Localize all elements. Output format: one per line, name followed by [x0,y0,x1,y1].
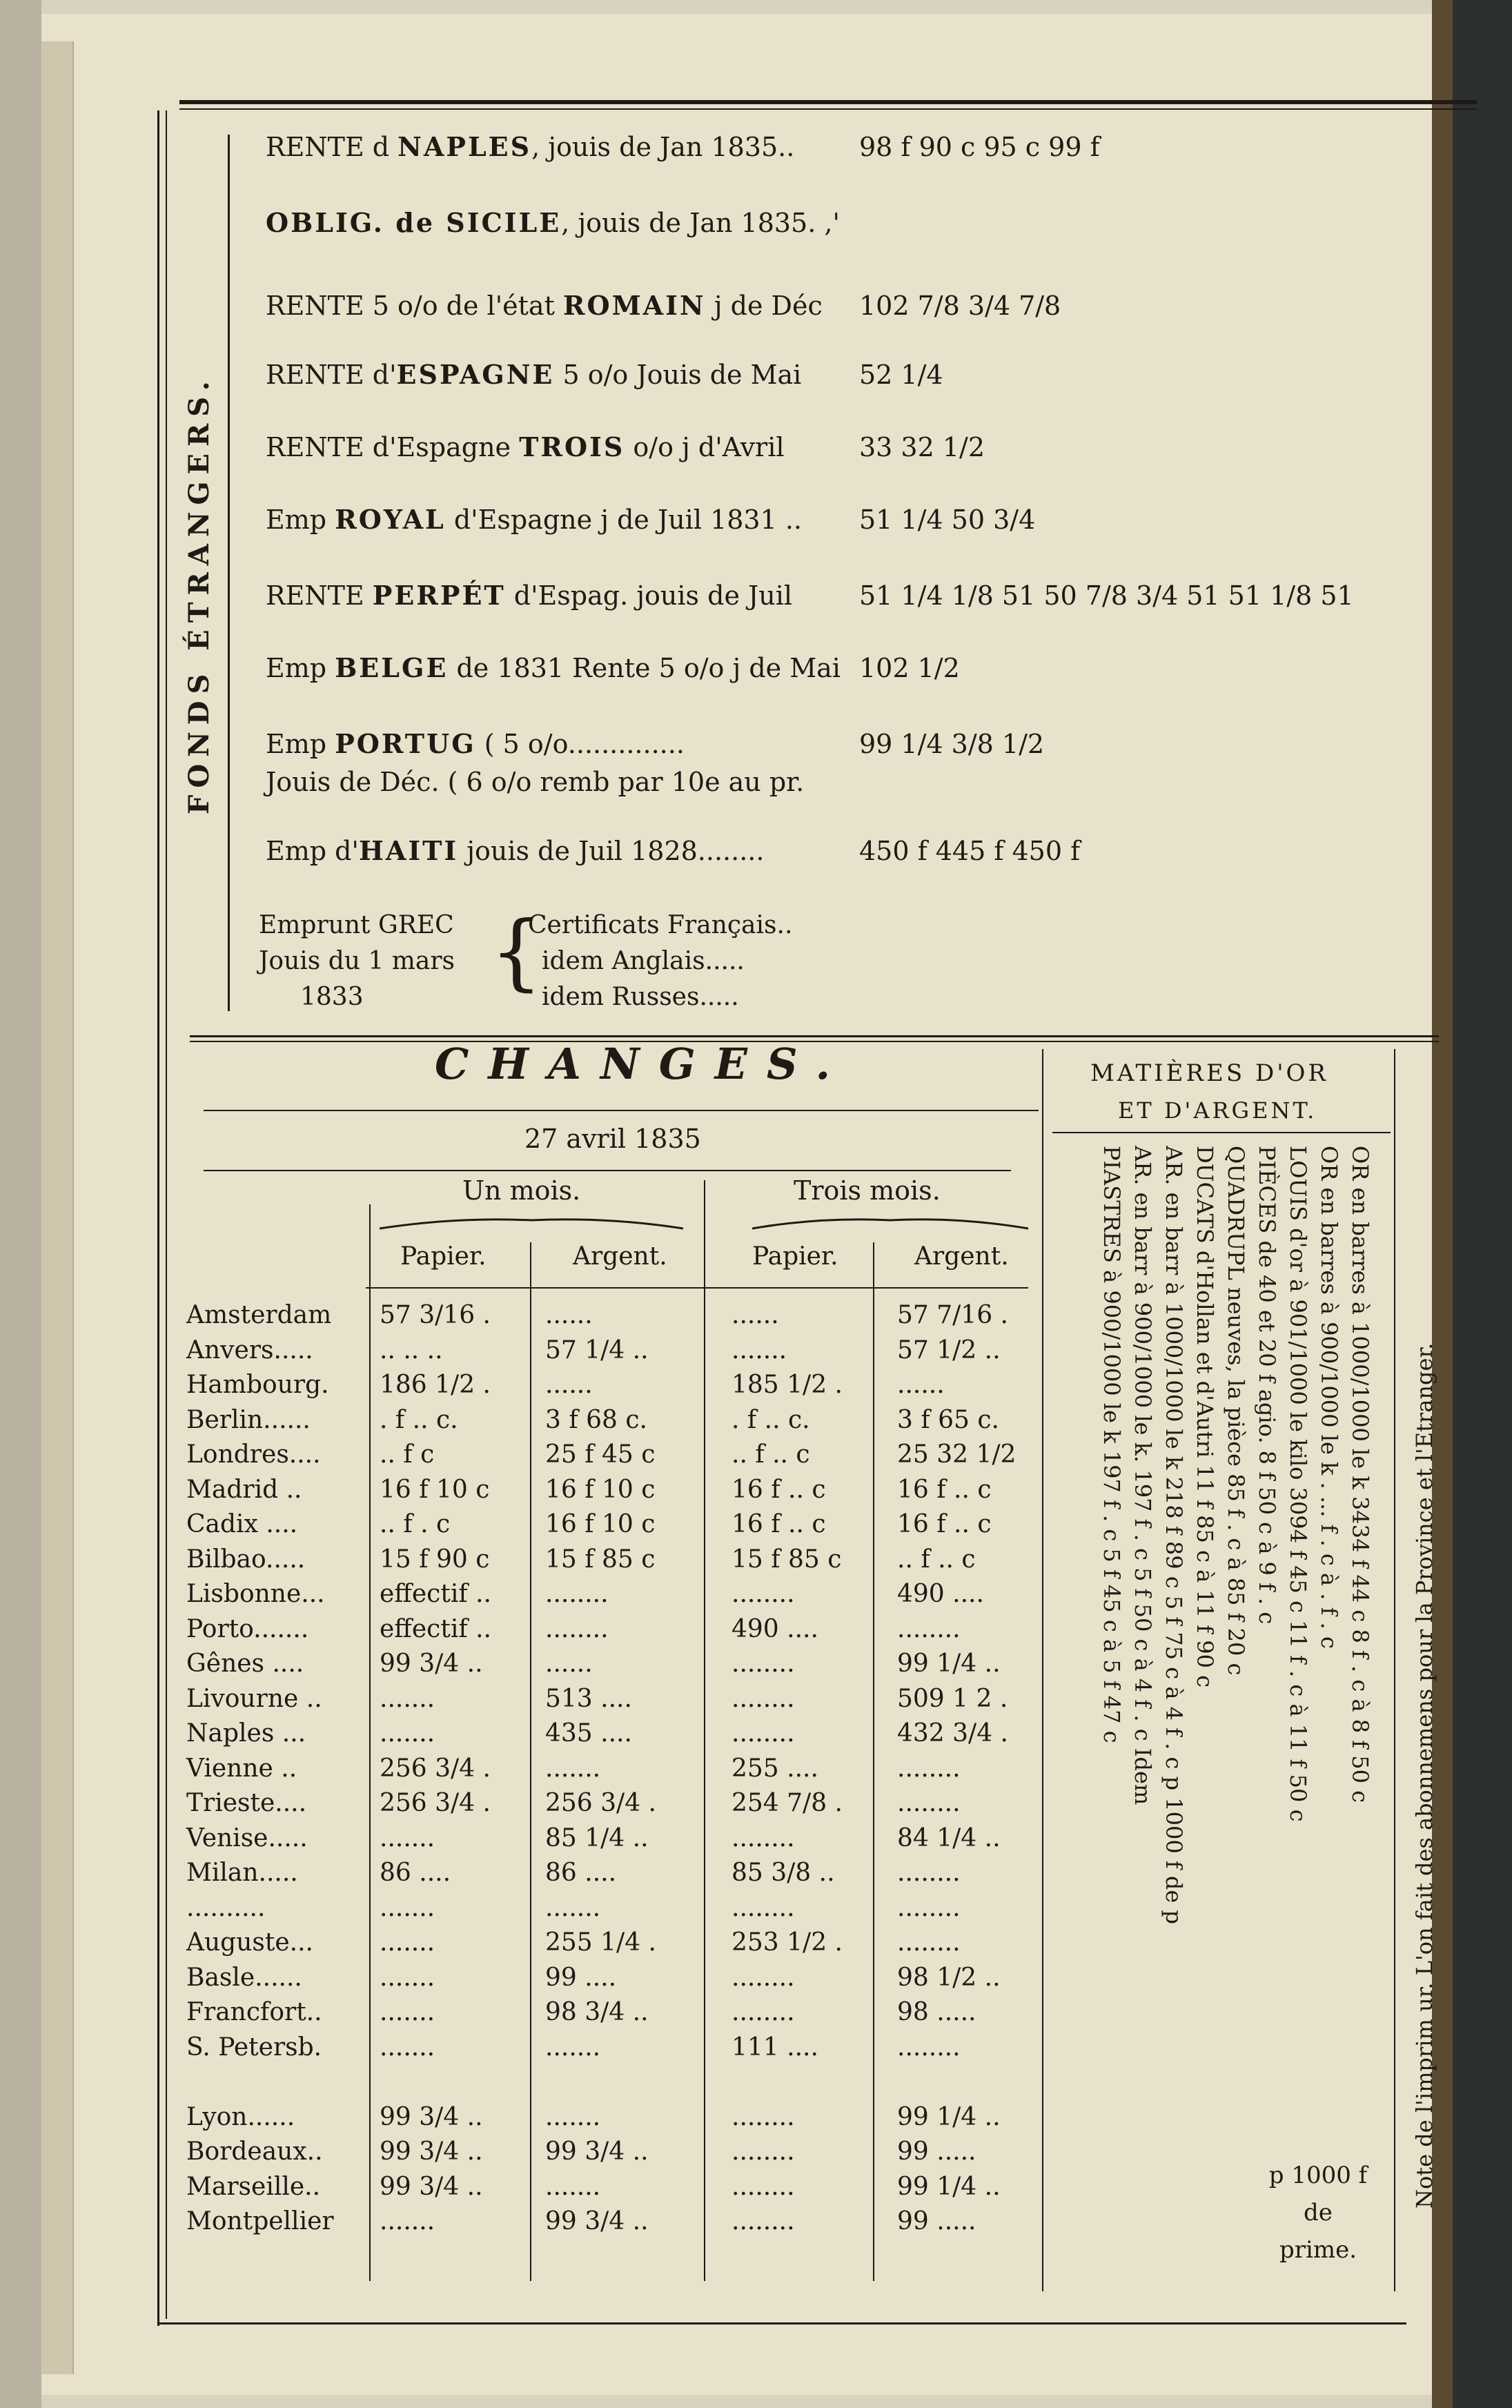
fonds-price: 102 7/8 3/4 7/8 [859,291,1061,321]
papier-2-cell: 185 1/2 . [732,1371,843,1399]
city-cell: Gênes .... [186,1650,304,1678]
fonds-row [266,652,960,683]
prime-line-3: prime. [1279,2236,1357,2264]
papier-2-cell: 16 f .. c [732,1475,826,1504]
argent-2-cell: ........ [897,1928,961,1957]
papier-2-cell: ........ [732,2102,795,2131]
argent-2-cell: ...... [897,1371,945,1399]
argent-2-cell: 99 ..... [897,2137,976,2166]
subhdr-rule [366,1287,1028,1289]
city-cell: Lisbonne... [186,1580,325,1608]
argent-2-cell: 432 3/4 . [897,1719,1008,1748]
fonds-name-pre: Emp d' [266,836,359,866]
argent-1-cell: ...... [545,1301,593,1329]
fonds-name [266,131,859,162]
argent-1: Argent. [573,1242,667,1271]
trois-mois-header: Trois mois. [794,1175,941,1206]
papier-1-cell: .. f . c [380,1510,451,1538]
fonds-price: 51 1/4 50 3/4 [859,505,1036,535]
argent-1-cell: 256 3/4 . [545,1789,656,1817]
city-cell: Montpellier [186,2207,334,2235]
argent-1-cell: 16 f 10 c [545,1475,656,1504]
fonds-name-post: j de Déc [705,291,823,321]
col-rule-4 [873,1242,874,2281]
city-cell: Anvers..... [186,1335,313,1364]
fonds-label: FONDS ÉTRANGERS. [183,374,215,814]
city-cell: Auguste... [186,1928,313,1957]
papier-2-cell: ........ [732,1650,795,1678]
fonds-name-bold: OBLIG. de SICILE [266,207,562,238]
argent-1-cell: ....... [545,1754,601,1783]
city-cell: Lyon...... [186,2102,295,2131]
city-cell: Francfort.. [186,1998,322,2026]
fonds-row [266,431,985,462]
argent-1-cell: ....... [545,2172,601,2201]
grec-cert-en: idem Anglais..... [542,947,745,975]
col-rule-5 [1042,1049,1043,2291]
matieres-line: OR en barres à 900/1000 le k . ... f . c à . f . c [1316,1146,1342,1649]
fonds-name-post: , jouis de Jan 1835. ,' [561,208,840,238]
un-mois-brace [380,1213,683,1234]
city-cell: Hambourg. [186,1371,329,1399]
grec-cert-ru: idem Russes..... [542,983,739,1011]
city-cell: Cadix .... [186,1510,298,1538]
papier-1-cell: ....... [380,2207,435,2235]
argent-2-cell: 98 ..... [897,1998,976,2026]
prime-line-1: p 1000 f [1268,2162,1368,2189]
argent-1-cell: 16 f 10 c [545,1510,656,1538]
fonds-name-post: 5 o/o Jouis de Mai [554,360,802,390]
argent-2-cell: ........ [897,1614,961,1643]
papier-2-cell: 111 .... [732,2033,818,2062]
argent-2-cell: .. f .. c [897,1545,976,1574]
papier-2-cell: 15 f 85 c [732,1545,842,1574]
fonds-name-post: o/o j d'Avril [625,432,785,462]
papier-1-cell: 99 3/4 .. [380,2102,483,2131]
matieres-line: PIÈCES de 40 et 20 f agio. 8 f 50 c à 9 f . c [1254,1146,1280,1625]
fonds-name-pre: Emp [266,729,335,759]
city-cell: Marseille.. [186,2172,321,2201]
papier-2-cell: ........ [732,1684,795,1713]
papier-2-cell: 16 f .. c [732,1510,826,1538]
fonds-price: 102 1/2 [859,653,960,683]
city-cell: Vienne .. [186,1754,297,1783]
argent-2-cell: ........ [897,1859,961,1887]
fonds-name [266,766,859,797]
fonds-name-bold: PERPÉT [372,580,506,611]
papier-2-cell: . f .. c. [732,1405,810,1434]
matieres-rule [1052,1132,1391,1133]
argent-2-cell: 509 1 2 . [897,1684,1008,1713]
fonds-name-bold: ESPAGNE [396,359,555,390]
papier-1-cell: 15 f 90 c [380,1545,490,1574]
argent-1-cell: ....... [545,2033,601,2062]
papier-1-cell: .. f c [380,1440,435,1469]
papier-1-cell: 256 3/4 . [380,1789,491,1817]
fonds-price: 98 f 90 c 95 c 99 f [859,132,1100,162]
papier-1-cell: 186 1/2 . [380,1371,491,1399]
city-cell: Bordeaux.. [186,2137,323,2166]
papier-2-cell: 254 7/8 . [732,1789,843,1817]
papier-1: Papier. [400,1242,487,1271]
matieres-line: PIASTRES à 900/1000 le k 197 f . c 5 f 45 c à 5 f 47 c [1099,1146,1125,1743]
fonds-name-pre: RENTE d'Espagne [266,432,520,462]
papier-1-cell: effectif .. [380,1580,491,1608]
fonds-name-pre: Emp [266,505,335,535]
fonds-row [266,290,1061,321]
city-cell: Basle...... [186,1963,302,1992]
changes-title: CHANGES. [435,1039,850,1089]
fonds-name-bold: HAITI [358,835,459,866]
top-rule [179,100,1477,104]
argent-2-cell: ........ [897,1893,961,1922]
papier-1-cell: ....... [380,1963,435,1992]
matieres-line: DUCATS d'Hollan et d'Autri 11 f 85 c à 11 f 90 c [1192,1146,1218,1688]
papier-2-cell: ........ [732,2137,795,2166]
book-edge-right [1432,0,1512,2408]
matieres-subtitle: ET D'ARGENT. [1118,1097,1317,1124]
argent-1-cell: 85 1/4 .. [545,1823,649,1852]
left-rule [157,110,159,2326]
papier-2-cell: ........ [732,1998,795,2026]
argent-2-cell: 99 1/4 .. [897,1650,1001,1678]
col-rule-2 [530,1242,531,2281]
papier-2-cell: 255 .... [732,1754,818,1783]
papier-2-cell: ...... [732,1301,779,1329]
grec-year: 1833 [300,983,364,1011]
matieres-line: AR. en barr à 1000/1000 le k 218 f 89 c 5 f 75 c à 4 f . c p 1000 f de p [1161,1146,1187,1924]
papier-2-cell: ........ [732,1963,795,1992]
papier-1-cell: 16 f 10 c [380,1475,490,1504]
argent-2-cell: ........ [897,1789,961,1817]
papier-2-cell: ........ [732,1580,795,1608]
papier-2-cell: .. f .. c [732,1440,810,1469]
fonds-name [266,580,859,611]
fonds-row [266,580,1354,611]
argent-2-cell: 16 f .. c [897,1510,992,1538]
matieres-line: AR. en barr à 900/1000 le k. 197 f . c 5 f 50 c à 4 f . c Idem [1130,1146,1156,1805]
fonds-price: 99 1/4 3/8 1/2 [859,729,1045,759]
fonds-row [266,766,859,797]
papier-1-cell: 99 3/4 .. [380,2172,483,2201]
argent-1-cell: ....... [545,2102,601,2131]
fonds-name [266,728,859,759]
matieres-line: QUADRUPL neuves, la pièce 85 f . c à 85 f 20 c [1223,1146,1249,1676]
fonds-name-bold: TROIS [519,431,625,462]
argent-1-cell: 435 .... [545,1719,632,1748]
papier-2-cell: ........ [732,1719,795,1748]
fonds-name-post: d'Espagne j de Juil 1831 .. [445,505,803,535]
matieres-line: OR en barres à 1000/1000 le k 3434 f 44 c 8 f . c à 8 f 50 c [1347,1146,1373,1803]
papier-1-cell: ....... [380,1823,435,1852]
argent-1-cell: 99 3/4 .. [545,2137,649,2166]
city-cell: Milan..... [186,1859,298,1887]
fonds-name-bold: BELGE [335,652,449,683]
argent-1-cell: 3 f 68 c. [545,1405,647,1434]
fonds-name-pre: RENTE d' [266,360,397,390]
page-fold [41,41,74,2374]
argent-2-cell: 490 .... [897,1580,984,1608]
fonds-row [266,131,1100,162]
grec-right [528,908,792,1015]
argent-2-cell: 57 7/16 . [897,1301,1008,1329]
fonds-name-bold: PORTUG [335,728,476,759]
argent-1-cell: ....... [545,1893,601,1922]
date-rule [204,1170,1011,1171]
argent-2-cell: 98 1/2 .. [897,1963,1001,1992]
fonds-row [266,835,1080,866]
papier-2: Papier. [752,1242,838,1271]
city-cell: Londres.... [186,1440,321,1469]
city-cell: Porto....... [186,1614,309,1643]
argent-2-cell: 16 f .. c [897,1475,992,1504]
city-cell: Venise..... [186,1823,308,1852]
city-cell: Trieste.... [186,1789,307,1817]
city-cell: Livourne .. [186,1684,322,1713]
fonds-name-pre: RENTE [266,580,373,611]
fonds-row [266,207,859,238]
grec-title: Emprunt GREC [259,911,454,939]
col-rule-3 [704,1180,705,2281]
fonds-bracket [228,135,230,1011]
bottom-rule [157,2322,1406,2324]
grec-brace: { [490,904,543,1000]
fonds-name [266,290,859,321]
fonds-row [266,728,1044,759]
papier-1-cell: ....... [380,1893,435,1922]
matieres-title: MATIÈRES D'OR [1090,1059,1329,1087]
argent-2-cell: 3 f 65 c. [897,1405,999,1434]
papier-1-cell: 99 3/4 .. [380,2137,483,2166]
fonds-name [266,504,859,535]
papier-1-cell: effectif .. [380,1614,491,1643]
papier-2-cell: 490 .... [732,1614,818,1643]
fonds-name-bold: ROMAIN [562,290,706,321]
city-cell: Amsterdam [186,1301,332,1329]
papier-1-cell: . f .. c. [380,1405,458,1434]
fonds-name-pre: RENTE d [266,132,398,162]
argent-1-cell: 99 .... [545,1963,617,1992]
argent-2-cell: 99 1/4 .. [897,2102,1001,2131]
papier-1-cell: ....... [380,1719,435,1748]
papier-2-cell: 85 3/8 .. [732,1859,835,1887]
grec-left [259,908,455,1015]
fonds-price: 33 32 1/2 [859,432,985,462]
argent-1-cell: ........ [545,1580,609,1608]
papier-1-cell: 86 .... [380,1859,451,1887]
fonds-price: 51 1/4 1/8 51 50 7/8 3/4 51 51 1/8 51 [859,580,1354,611]
changes-date: 27 avril 1835 [524,1124,701,1154]
fonds-name-bold: NAPLES [397,131,532,162]
fonds-row [266,504,1035,535]
argent-1-cell: ........ [545,1614,609,1643]
col-rule-6 [1394,1049,1395,2291]
papier-2-cell: ........ [732,1893,795,1922]
papier-2-cell: ....... [732,1335,787,1364]
argent-1-cell: 98 3/4 .. [545,1998,649,2026]
papier-1-cell: ....... [380,2033,435,2062]
papier-1-cell: ....... [380,1998,435,2026]
argent-1-cell: 86 .... [545,1859,617,1887]
prime-line-2: de [1304,2199,1333,2226]
argent-1-cell: 25 f 45 c [545,1440,656,1469]
grec-cert-fr: Certificats Français.. [528,911,793,939]
col-rule-1 [369,1204,371,2281]
fonds-name-pre: RENTE 5 o/o de l'état [266,291,563,321]
trois-mois-brace [752,1213,1028,1234]
fonds-price: 52 1/4 [859,360,943,390]
city-cell: Naples ... [186,1719,306,1748]
fonds-name [266,359,859,390]
argent-2-cell: 84 1/4 .. [897,1823,1001,1852]
argent-2-cell: 99 1/4 .. [897,2172,1001,2201]
papier-2-cell: ........ [732,2207,795,2235]
fonds-name-pre: Jouis de Déc. ( 6 o/o remb par 10e au pr. [266,767,805,797]
un-mois-header: Un mois. [462,1175,581,1206]
top-rule-thin [179,108,1477,110]
argent-1-cell: 57 1/4 .. [545,1335,649,1364]
book-gutter-left [0,0,41,2408]
city-cell: Madrid .. [186,1475,302,1504]
fonds-name-bold: ROYAL [335,504,446,535]
papier-1-cell: 256 3/4 . [380,1754,491,1783]
papier-2-cell: ........ [732,1823,795,1852]
fonds-name [266,835,859,866]
argent-1-cell: 255 1/4 . [545,1928,656,1957]
fonds-name-post: , jouis de Jan 1835.. [531,132,795,162]
fonds-name-pre: Emp [266,653,335,683]
papier-1-cell: .. .. .. [380,1335,443,1364]
argent-2-cell: 57 1/2 .. [897,1335,1001,1364]
argent-2-cell: ........ [897,2033,961,2062]
fonds-name-post: jouis de Juil 1828........ [458,836,765,866]
argent-1-cell: 99 3/4 .. [545,2207,649,2235]
fonds-row [266,359,943,390]
fonds-name [266,207,859,238]
papier-1-cell: 57 3/16 . [380,1301,491,1329]
fonds-name-post: de 1831 Rente 5 o/o j de Mai [448,653,841,683]
argent-2: Argent. [914,1242,1009,1271]
city-cell: Berlin...... [186,1405,311,1434]
left-rule-inner [166,110,167,2319]
fonds-name-post: ( 5 o/o.............. [475,729,685,759]
matieres-line: LOUIS d'or à 901/1000 le kilo 3094 f 45 c 11 f . c à 11 f 50 c [1285,1146,1311,1822]
argent-1-cell: 15 f 85 c [545,1545,656,1574]
city-cell: Bilbao..... [186,1545,306,1574]
argent-1-cell: ...... [545,1650,593,1678]
fonds-price: 450 f 445 f 450 f [859,836,1081,866]
prime-note [1246,2157,1391,2269]
argent-2-cell: 99 ..... [897,2207,976,2235]
city-cell: S. Petersb. [186,2033,322,2062]
fonds-name-post: d'Espag. jouis de Juil [505,580,793,611]
papier-1-cell: ....... [380,1928,435,1957]
argent-2-cell: 25 32 1/2 [897,1440,1017,1469]
argent-1-cell: ...... [545,1371,593,1399]
city-cell: .......... [186,1893,266,1922]
papier-2-cell: 253 1/2 . [732,1928,843,1957]
papier-1-cell: ....... [380,1684,435,1713]
argent-2-cell: ........ [897,1754,961,1783]
papier-2-cell: ........ [732,2172,795,2201]
mid-rule [190,1035,1439,1037]
fonds-name [266,652,859,683]
argent-1-cell: 513 .... [545,1684,632,1713]
grec-jouis: Jouis du 1 mars [259,947,455,975]
printer-note: Note de l'imprim ur. L'on fait des abonnemens pour la Province et l'Etranger. [1411,1342,1437,2209]
changes-rule [204,1110,1039,1111]
fonds-name [266,431,859,462]
papier-1-cell: 99 3/4 .. [380,1650,483,1678]
